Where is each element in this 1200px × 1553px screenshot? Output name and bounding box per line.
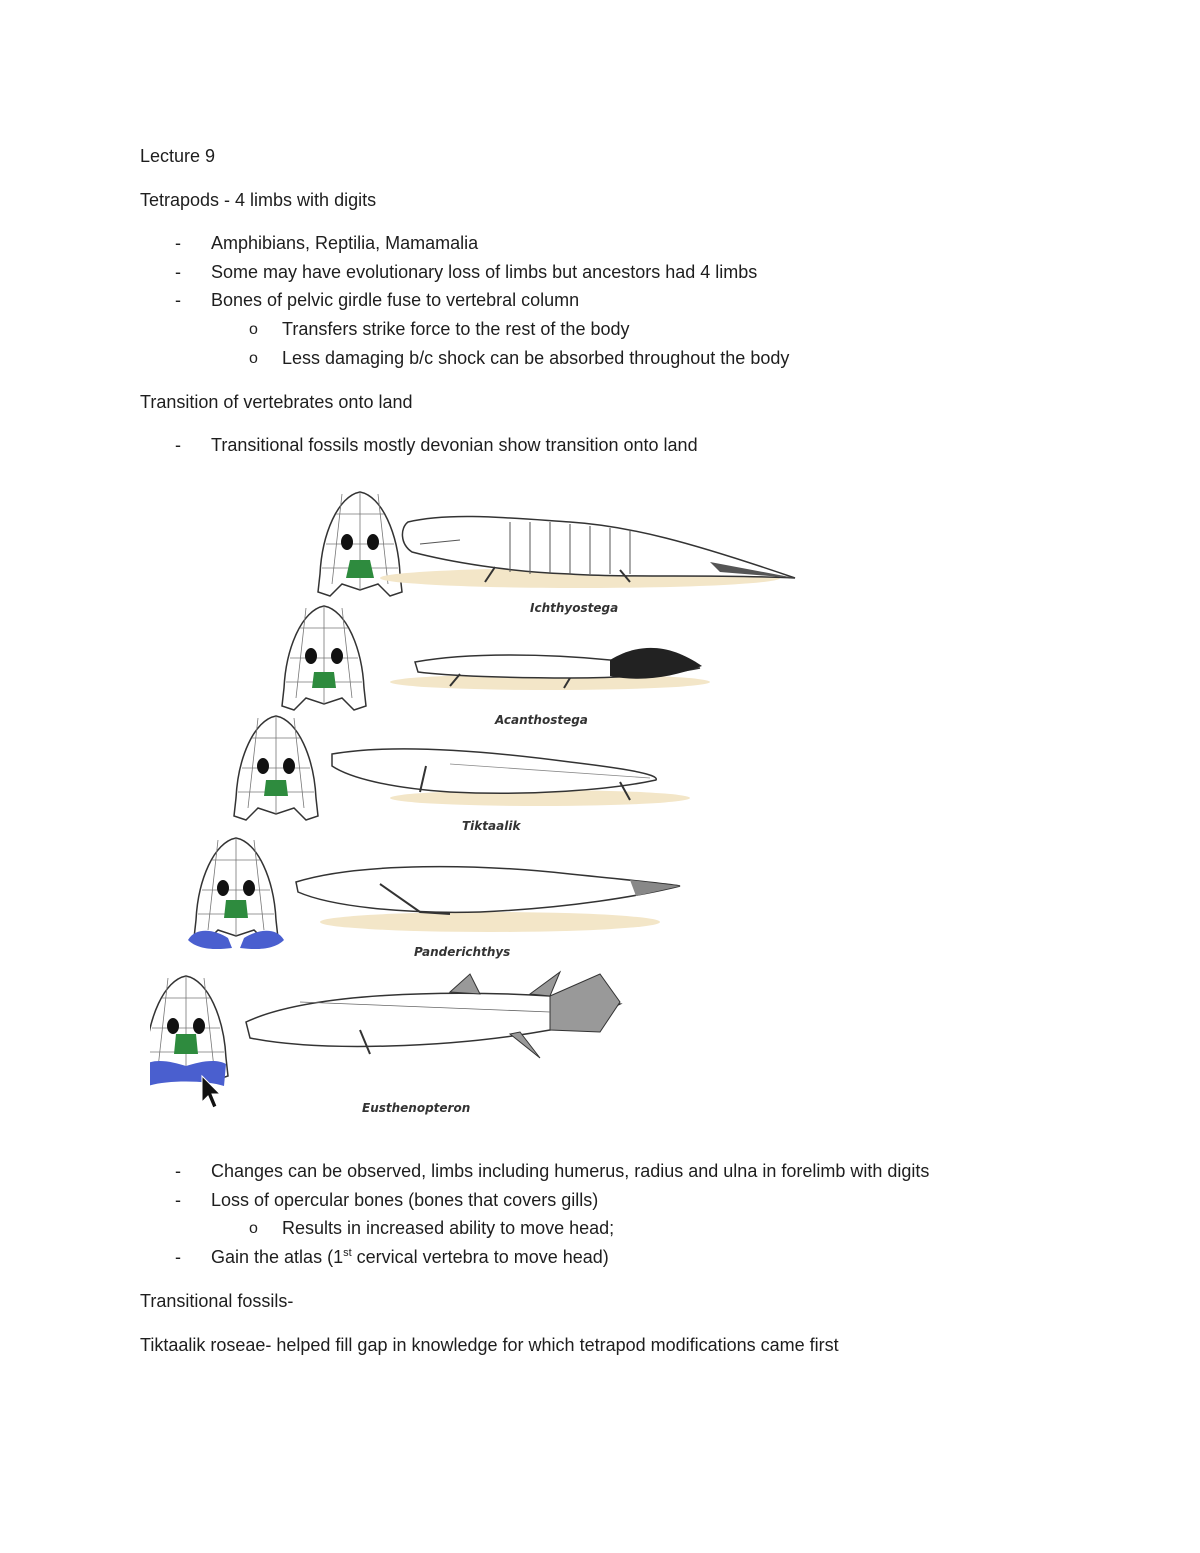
dash-bullet: - — [175, 262, 181, 282]
panderichthys-body — [296, 867, 680, 932]
acanthostega-skull — [282, 606, 366, 710]
atlas-ordinal: st — [343, 1247, 352, 1259]
sub-bullet-strike-force: Transfers strike force to the rest of the body — [282, 319, 630, 339]
dash-bullet: - — [175, 1161, 181, 1181]
caption-tiktaalik: Tiktaalik — [462, 819, 521, 833]
dash-bullet: - — [175, 290, 181, 310]
tetrapod-evolution-figure — [150, 482, 810, 1132]
panderichthys-skull — [188, 838, 284, 949]
bullet-atlas — [211, 1246, 609, 1268]
circle-bullet: o — [249, 350, 258, 367]
tiktaalik-skull — [234, 716, 318, 820]
sub-bullet-move-head: Results in increased ability to move head; — [282, 1218, 615, 1238]
lecture-title: Lecture 9 — [140, 146, 216, 166]
caption-ichthyostega: Ichthyostega — [530, 601, 619, 615]
acanthostega-body — [390, 648, 710, 690]
sub-bullet-shock: Less damaging b/c shock can be absorbed throughout the body — [282, 348, 790, 368]
caption-eusthenopteron: Eusthenopteron — [362, 1101, 471, 1115]
bullet-limb-loss: Some may have evolutionary loss of limbs but ancestors had 4 limbs — [211, 262, 758, 282]
atlas-text-post: cervical vertebra to move head) — [351, 1247, 609, 1267]
eusthenopteron-body — [246, 972, 620, 1058]
atlas-text-pre: Gain the atlas (1 — [211, 1247, 344, 1267]
caption-acanthostega: Acanthostega — [495, 713, 588, 727]
caption-panderichthys: Panderichthys — [414, 945, 511, 959]
bullet-pelvic-girdle: Bones of pelvic girdle fuse to vertebral column — [211, 290, 580, 310]
dash-bullet: - — [175, 1190, 181, 1210]
fossils-heading: Transitional fossils- — [140, 1291, 294, 1311]
eusthenopteron-skull — [150, 976, 228, 1086]
bullet-transitional-fossils: Transitional fossils mostly devonian show transition onto land — [211, 435, 698, 455]
ichthyostega-body — [380, 517, 795, 588]
bullet-limb-changes: Changes can be observed, limbs including humerus, radius and ulna in forelimb with digits — [211, 1161, 930, 1181]
dash-bullet: - — [175, 1247, 181, 1267]
transition-heading: Transition of vertebrates onto land — [140, 392, 413, 412]
circle-bullet: o — [249, 321, 258, 338]
dash-bullet: - — [175, 435, 181, 455]
bullet-opercular: Loss of opercular bones (bones that covers gills) — [211, 1190, 599, 1210]
bullet-amphibians: Amphibians, Reptilia, Mamamalia — [211, 233, 479, 253]
tiktaalik-body — [332, 749, 690, 806]
tiktaalik-line: Tiktaalik roseae- helped fill gap in knowledge for which tetrapod modifications came first — [140, 1335, 839, 1355]
tetrapods-heading: Tetrapods - 4 limbs with digits — [140, 190, 377, 210]
circle-bullet: o — [249, 1220, 258, 1237]
dash-bullet: - — [175, 233, 181, 253]
